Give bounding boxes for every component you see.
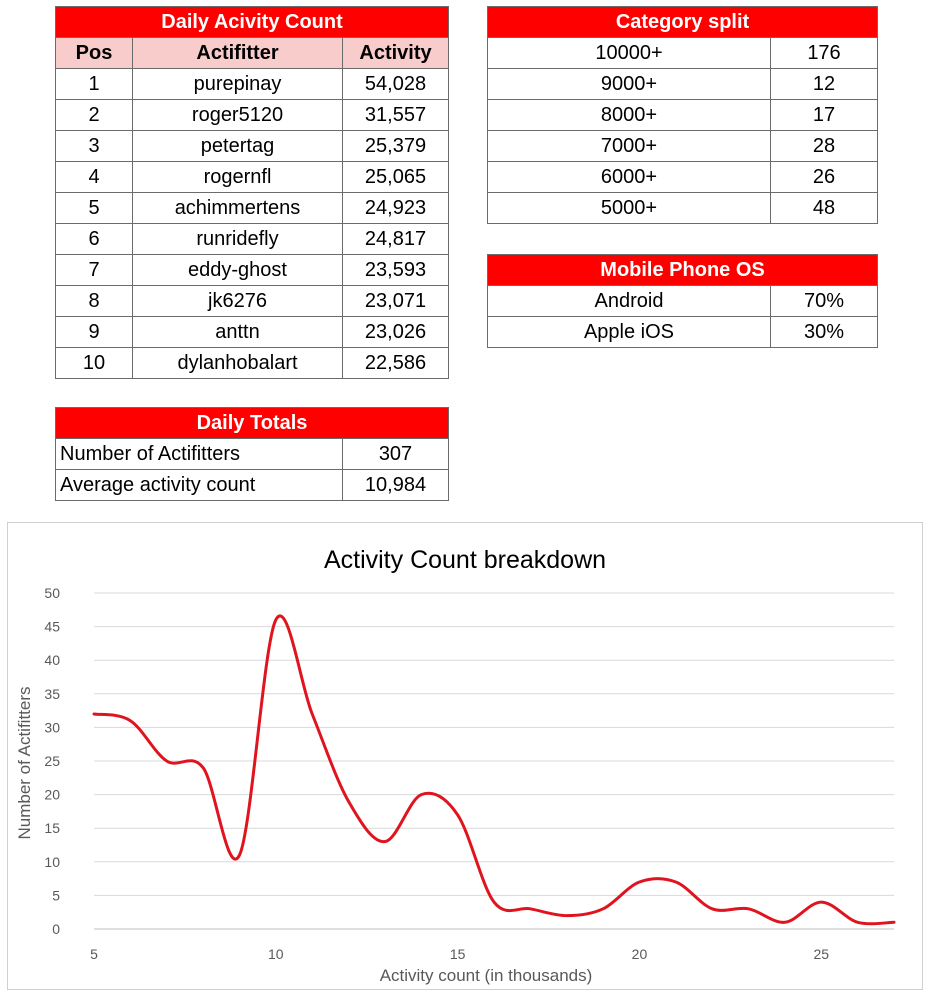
- activity-chart: [7, 522, 923, 990]
- table-row: [56, 255, 449, 286]
- y-tick-label: 50: [44, 585, 60, 601]
- os-name-cell: Android: [488, 286, 771, 317]
- table-row: [56, 286, 449, 317]
- actifitter-cell: eddy-ghost: [133, 255, 343, 286]
- pos-cell: 5: [56, 193, 133, 224]
- activity-cell: 24,817: [343, 224, 449, 255]
- total-value-cell: 10,984: [343, 470, 449, 501]
- tick-labels: [44, 585, 829, 962]
- col-header-activity: Activity: [343, 38, 449, 69]
- category-cell: 9000+: [488, 69, 771, 100]
- table-row: [56, 439, 449, 470]
- total-value-cell: 307: [343, 439, 449, 470]
- x-tick-label: 25: [813, 946, 830, 962]
- x-tick-label: 20: [631, 946, 648, 962]
- actifitter-cell: petertag: [133, 131, 343, 162]
- count-cell: 17: [771, 100, 878, 131]
- pos-cell: 6: [56, 224, 133, 255]
- y-tick-label: 15: [44, 820, 60, 837]
- table-row: [56, 348, 449, 379]
- category-split-title: Category split: [488, 7, 878, 38]
- mobile-os-title: Mobile Phone OS: [488, 255, 878, 286]
- category-cell: 5000+: [488, 193, 771, 224]
- table-row: [56, 224, 449, 255]
- x-tick-label: 15: [449, 946, 466, 962]
- pos-cell: 2: [56, 100, 133, 131]
- grid-lines: [94, 593, 894, 929]
- count-cell: 28: [771, 131, 878, 162]
- table-row: [56, 100, 449, 131]
- total-label-cell: Average activity count: [56, 470, 343, 501]
- count-cell: 176: [771, 38, 878, 69]
- x-tick-label: 5: [90, 946, 98, 962]
- actifitter-cell: jk6276: [133, 286, 343, 317]
- actifitter-cell: achimmertens: [133, 193, 343, 224]
- os-share-cell: 70%: [771, 286, 878, 317]
- actifitter-cell: dylanhobalart: [133, 348, 343, 379]
- y-tick-label: 25: [44, 753, 60, 769]
- category-cell: 7000+: [488, 131, 771, 162]
- y-axis-label: Number of Actifitters: [15, 686, 34, 840]
- table-row: [56, 131, 449, 162]
- actifitter-cell: runridefly: [133, 224, 343, 255]
- pos-cell: 9: [56, 317, 133, 348]
- y-tick-label: 0: [52, 921, 60, 937]
- daily-activity-table: [55, 6, 449, 379]
- count-cell: 12: [771, 69, 878, 100]
- pos-cell: 8: [56, 286, 133, 317]
- col-header-actifitter: Actifitter: [133, 38, 343, 69]
- activity-cell: 54,028: [343, 69, 449, 100]
- y-tick-label: 40: [44, 652, 60, 669]
- table-row: [488, 317, 878, 348]
- total-label-cell: Number of Actifitters: [56, 439, 343, 470]
- actifitter-cell: rogernfl: [133, 162, 343, 193]
- category-cell: 8000+: [488, 100, 771, 131]
- series-line: [94, 616, 894, 924]
- actifitter-cell: purepinay: [133, 69, 343, 100]
- pos-cell: 3: [56, 131, 133, 162]
- activity-cell: 23,593: [343, 255, 449, 286]
- activity-cell: 25,065: [343, 162, 449, 193]
- table-row: [56, 193, 449, 224]
- actifitter-cell: anttn: [133, 317, 343, 348]
- activity-cell: 31,557: [343, 100, 449, 131]
- table-row: [488, 38, 878, 69]
- activity-cell: 25,379: [343, 131, 449, 162]
- category-cell: 6000+: [488, 162, 771, 193]
- actifitter-cell: roger5120: [133, 100, 343, 131]
- pos-cell: 1: [56, 69, 133, 100]
- activity-cell: 24,923: [343, 193, 449, 224]
- activity-cell: 23,026: [343, 317, 449, 348]
- table-row: [56, 317, 449, 348]
- pos-cell: 10: [56, 348, 133, 379]
- table-row: [56, 470, 449, 501]
- chart-svg: [8, 523, 922, 989]
- count-cell: 26: [771, 162, 878, 193]
- table-row: [56, 69, 449, 100]
- os-share-cell: 30%: [771, 317, 878, 348]
- activity-cell: 22,586: [343, 348, 449, 379]
- table-row: [56, 162, 449, 193]
- y-tick-label: 35: [44, 685, 60, 702]
- y-tick-label: 20: [44, 786, 60, 803]
- col-header-pos: Pos: [56, 38, 133, 69]
- count-cell: 48: [771, 193, 878, 224]
- y-tick-label: 45: [44, 618, 60, 635]
- table-row: [488, 131, 878, 162]
- table-row: [488, 100, 878, 131]
- table-row: [488, 193, 878, 224]
- category-cell: 10000+: [488, 38, 771, 69]
- y-tick-label: 10: [44, 853, 60, 870]
- chart-title: Activity Count breakdown: [323, 546, 607, 574]
- mobile-os-table: [487, 254, 878, 348]
- y-tick-label: 30: [44, 719, 60, 736]
- table-row: [488, 286, 878, 317]
- pos-cell: 7: [56, 255, 133, 286]
- x-tick-label: 10: [268, 946, 284, 962]
- category-split-table: [487, 6, 878, 224]
- table-row: [488, 162, 878, 193]
- os-name-cell: Apple iOS: [488, 317, 771, 348]
- pos-cell: 4: [56, 162, 133, 193]
- y-tick-label: 5: [52, 887, 60, 904]
- table-row: [488, 69, 878, 100]
- x-axis-label: Activity count (in thousands): [379, 966, 593, 985]
- activity-cell: 23,071: [343, 286, 449, 317]
- daily-activity-title: Daily Acivity Count: [56, 7, 449, 38]
- daily-totals-table: [55, 407, 449, 501]
- daily-totals-title: Daily Totals: [56, 408, 449, 439]
